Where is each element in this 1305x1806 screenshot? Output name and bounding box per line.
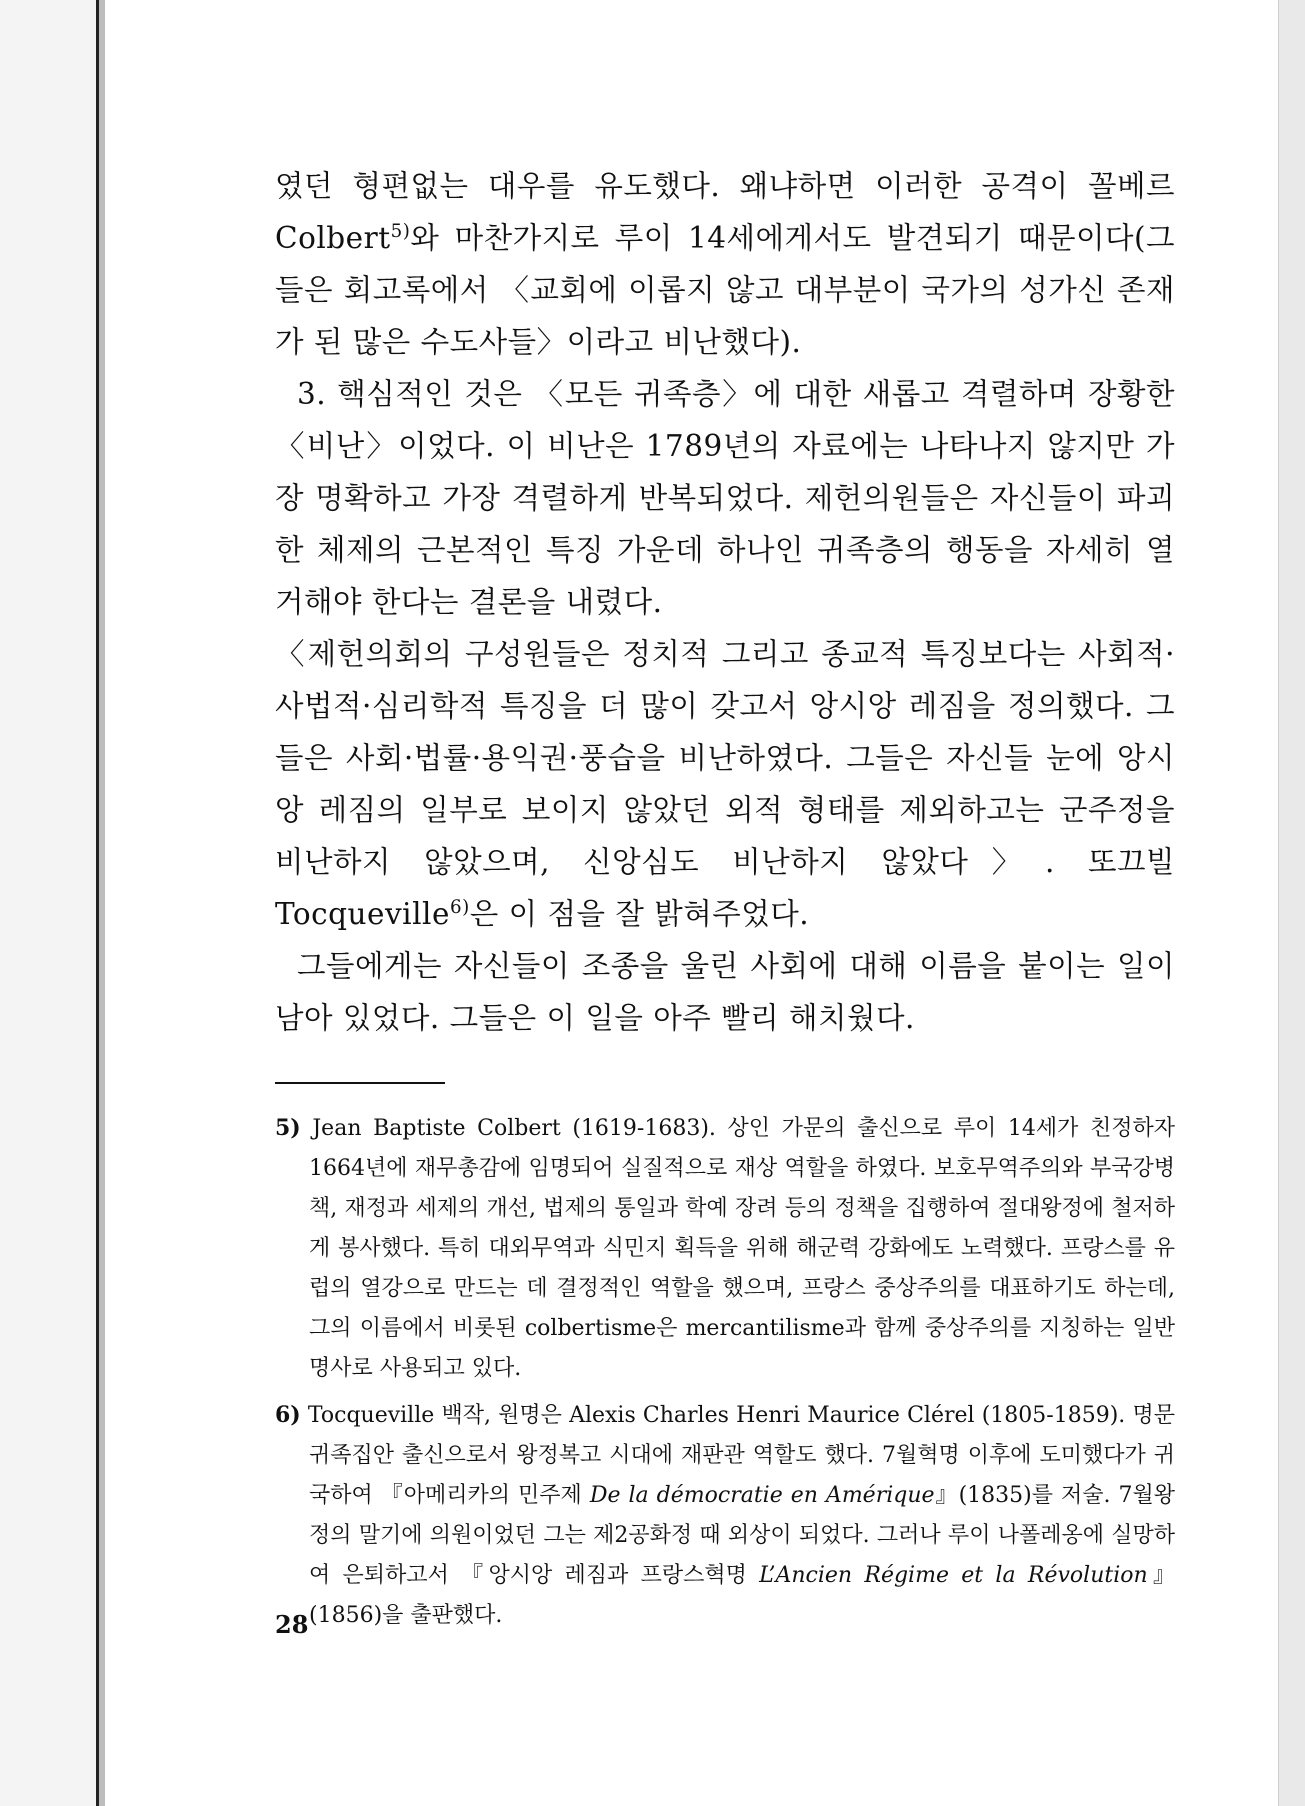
body-paragraph-3 <box>275 628 1175 940</box>
body-paragraph-1 <box>275 160 1175 368</box>
page-edge <box>1278 0 1305 1806</box>
footnote-divider <box>275 1082 445 1084</box>
paragraph-text: 〈제헌의회의 구성원들은 정치적 그리고 종교적 특징보다는 사회적·사법적·심리학적 특징을 더 많이 갖고서 앙시앙 레짐을 정의했다. 그들은 사회·법률·용익권·풍습을 비난하였다. 그들은 자신들 눈에 앙시앙 레짐의 일부로 보이지 않았던 외적 형태를 제외하고는 군주정을 비난하지 않았으며, 신앙심도 비난하지 않았다〉. 또끄빌 Tocqueville <box>275 637 1175 931</box>
footnote-ref-5: 5) <box>390 221 411 243</box>
footnote-text: 』(1835)를 저술. 7월왕정의 말기에 의원이었던 그는 제2공화정 때 외상이 되었다. 그러나 루이 나폴레옹에 실망하여 은퇴하고서 『앙시앙 레짐과 프랑스혁명 <box>309 1483 1175 1588</box>
paragraph-text: 은 이 점을 잘 밝혀주었다. <box>469 897 810 931</box>
footnote-6 <box>275 1395 1175 1636</box>
footnote-5 <box>275 1108 1175 1389</box>
footnote-text: Jean Baptiste Colbert (1619-1683). 상인 가문의 출신으로 루이 14세가 친정하자 1664년에 재무총감에 임명되어 실질적으로 재상 역할을 하였다. 보호무역주의와 부국강병책, 재정과 세제의 개선, 법제의 통일과 학예 장려 등의 정책을 집행하여 절대왕정에 철저하게 봉사했다. 특히 대외무역과 식민지 획득을 위해 해군력 강화에도 노력했다. 프랑스를 유럽의 열강으로 만드는 데 결정적인 역할을 했으며, 프랑스 중상주의를 대표하기도 하는데, 그의 이름에서 비롯된 colbertisme은 mercantilisme과 함께 중상주의를 지칭하는 일반명사로 사용되고 있다. <box>309 1116 1175 1381</box>
footnote-number: 5) <box>275 1115 301 1141</box>
book-title-italic: L’Ancien Régime et la Révolution <box>759 1563 1148 1588</box>
footnote-number: 6) <box>275 1402 301 1428</box>
footnote-ref-6: 6) <box>449 897 470 919</box>
page-number: 28 <box>275 1610 309 1639</box>
paragraph-text: 였던 형편없는 대우를 유도했다. 왜냐하면 이러한 공격이 꼴베르 Colbert <box>275 169 1175 255</box>
footnote-text: Tocqueville 백작, 원명은 Alexis Charles Henri Maurice Clérel (1805-1859). 명문 귀족집안 출신으로서 왕정복고 시대에 재판관 역할도 했다. 7월혁명 이후에 도미했다가 귀국하여 『아메리카의 민주제 <box>307 1403 1175 1508</box>
body-paragraph-4: 그들에게는 자신들이 조종을 울린 사회에 대해 이름을 붙이는 일이 남아 있었다. 그들은 이 일을 아주 빨리 해치웠다. <box>275 949 1175 1035</box>
body-paragraph-2: 3. 핵심적인 것은 〈모든 귀족층〉에 대한 새롭고 격렬하며 장황한 〈비난〉이었다. 이 비난은 1789년의 자료에는 나타나지 않지만 가장 명확하고 가장 격렬하게 반복되었다. 제헌의원들은 자신들이 파괴한 체제의 근본적인 특징 가운데 하나인 귀족층의 행동을 자세히 열거해야 한다는 결론을 내렸다. <box>275 377 1175 619</box>
paragraph-text: 와 마찬가지로 루이 14세에게서도 발견되기 때문이다(그들은 회고록에서 〈교회에 이롭지 않고 대부분이 국가의 성가신 존재가 된 많은 수도사들〉이라고 비난했다). <box>275 221 1175 359</box>
footnote-text: 』(1856)을 출판했다. <box>309 1563 1175 1628</box>
book-title-italic: De la démocratie en Amérique <box>589 1483 935 1508</box>
page-content <box>275 160 1175 1642</box>
